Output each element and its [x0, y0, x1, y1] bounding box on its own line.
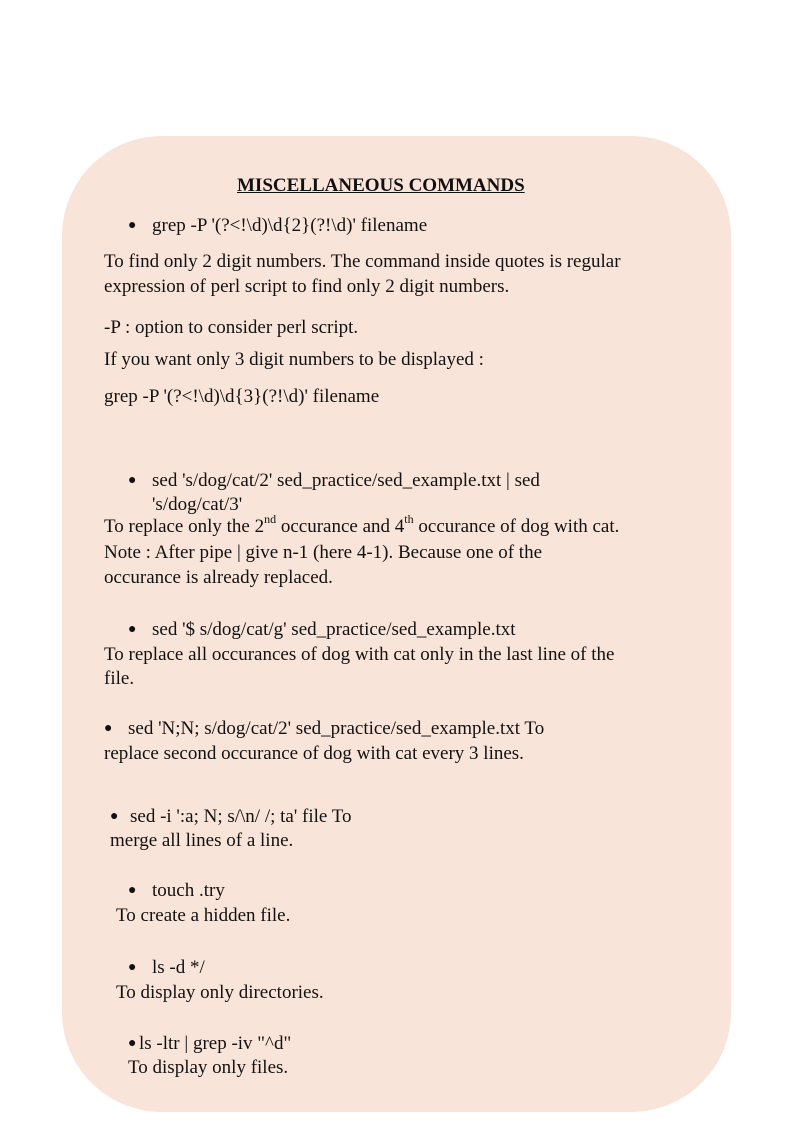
ls-files-desc: To display only files.	[128, 1057, 289, 1078]
touch-desc: To create a hidden file.	[116, 905, 291, 926]
bullet-icon: ●	[128, 960, 137, 975]
sed-last-desc-line1: To replace all occurances of dog with cat only in the last line of the	[104, 644, 615, 665]
bullet-icon: ●	[128, 883, 137, 898]
ls-dirs-desc: To display only directories.	[116, 982, 324, 1003]
sed-last-command: sed '$ s/dog/cat/g' sed_practice/sed_example.txt	[152, 619, 516, 640]
bullet-icon: ●	[104, 721, 113, 736]
sed-nth-command-line2: 's/dog/cat/3'	[152, 494, 243, 515]
page-title: MISCELLANEOUS COMMANDS	[237, 175, 525, 196]
bullet-icon: ●	[128, 622, 137, 637]
grep-command: grep -P '(?<!\d)\d{2}(?!\d)' filename	[152, 215, 428, 236]
grep-desc-line1: To find only 2 digit numbers. The command inside quotes is regular	[104, 251, 621, 272]
bullet-icon: ●	[128, 218, 137, 233]
sed-every3-line1: sed 'N;N; s/dog/cat/2' sed_practice/sed_example.txt To	[128, 718, 545, 739]
sed-nth-note-line1: Note : After pipe | give n-1 (here 4-1). Because one of the	[104, 542, 543, 563]
grep-note: If you want only 3 digit numbers to be displayed :	[104, 349, 484, 370]
ls-files-command: ls -ltr | grep -iv "^d"	[139, 1033, 292, 1054]
sed-last-desc-line2: file.	[104, 668, 135, 689]
sed-nth-desc: To replace only the 2nd occurance and 4th occurance of dog with cat.	[104, 511, 620, 537]
sed-merge-line1: sed -i ':a; N; s/\n/ /; ta' file To	[130, 806, 352, 827]
ls-dirs-command: ls -d */	[152, 957, 205, 978]
sed-nth-note-line2: occurance is already replaced.	[104, 567, 333, 588]
bullet-icon: ●	[110, 809, 119, 824]
sed-merge-line2: merge all lines of a line.	[110, 830, 294, 851]
grep-desc-line2: expression of perl script to find only 2 digit numbers.	[104, 276, 510, 297]
grep-option: -P : option to consider perl script.	[104, 317, 359, 338]
bullet-icon: ●	[128, 473, 137, 488]
grep-command-3digit: grep -P '(?<!\d)\d{3}(?!\d)' filename	[104, 386, 380, 407]
sed-every3-line2: replace second occurance of dog with cat every 3 lines.	[104, 743, 524, 764]
sed-nth-command-line1: sed 's/dog/cat/2' sed_practice/sed_example.txt | sed	[152, 470, 540, 491]
touch-command: touch .try	[152, 880, 225, 901]
bullet-icon: ●	[128, 1036, 137, 1051]
